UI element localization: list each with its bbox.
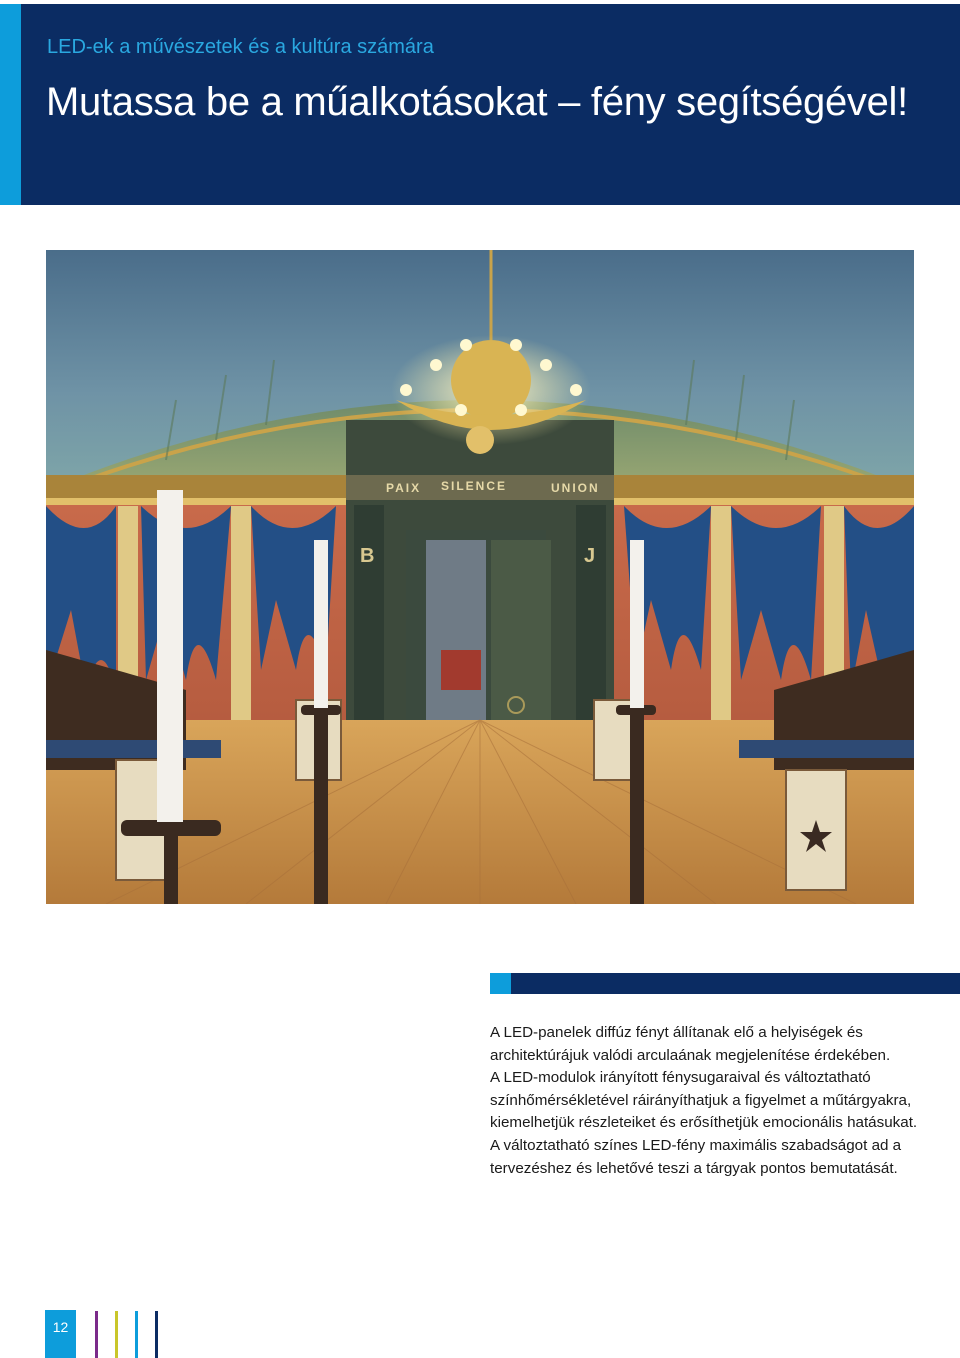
page-title: Mutassa be a műalkotásokat – fény segítségével! <box>46 80 908 124</box>
frieze-right-text: UNION <box>551 481 600 495</box>
paragraph-2: A LED-modulok irányított fénysugaraival és változtatható színhőmérsékletével ráirányíthatjuk a figyelmet a műtárgyakra, kiemelhetjük részleteiket és erősíthetjük emocionális hatásukat. <box>490 1069 918 1132</box>
footer-line-cyan <box>135 1311 138 1358</box>
pillar-left-letter: B <box>360 545 375 567</box>
hall-photo <box>46 250 914 904</box>
text-section-bar <box>490 973 960 994</box>
frieze-left-text: PAIX <box>386 481 422 495</box>
footer-line-yellow <box>115 1311 118 1358</box>
header-accent-stripe <box>0 4 21 205</box>
paragraph-1: A LED-panelek diffúz fényt állítanak elő a helyiségek és architektúrájuk valódi arculaának megjelenítése érdekében. <box>490 1024 891 1064</box>
paragraph-3: A változtatható színes LED-fény maximális szabadságot ad a tervezéshez és lehetővé teszi a tárgyak pontos bemutatását. <box>490 1136 902 1177</box>
text-section-bar-accent <box>490 973 511 994</box>
header-banner <box>0 4 960 205</box>
page-subtitle: LED-ek a művészetek és a kultúra számára <box>47 36 434 58</box>
frieze-center-text: SILENCE <box>441 479 508 493</box>
page-number: 12 <box>45 1310 76 1358</box>
footer-line-navy <box>155 1311 158 1358</box>
body-text <box>490 1022 958 1180</box>
pillar-right-letter: J <box>584 545 596 567</box>
footer-line-purple <box>95 1311 98 1358</box>
